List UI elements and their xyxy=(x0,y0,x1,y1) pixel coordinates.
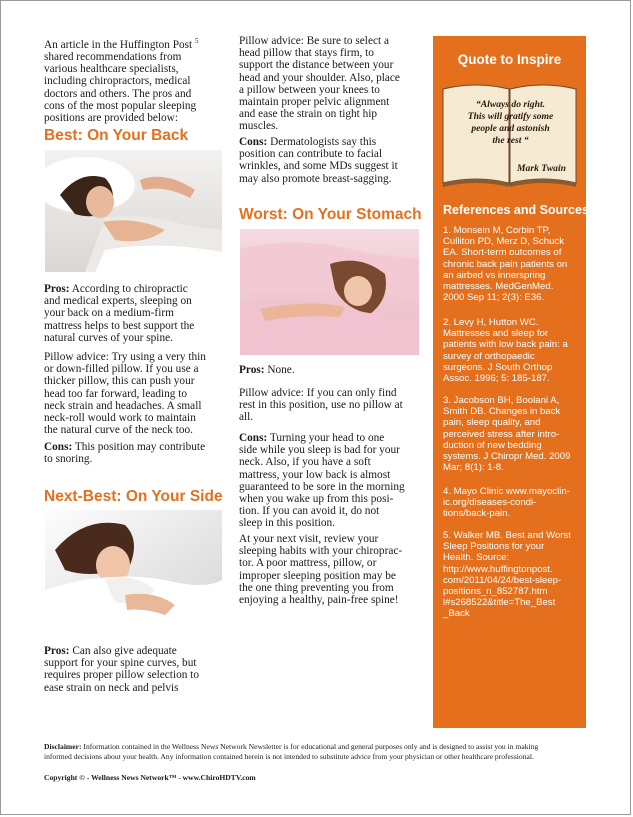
cons-label: Cons: xyxy=(239,136,268,148)
text-line: ease strain on neck and pelvis xyxy=(44,681,179,694)
ref-line: survey of orthopaedic xyxy=(443,350,535,362)
best-pillow-advice xyxy=(44,351,234,436)
ref-line: Culliton PD, Merz D, Schuck xyxy=(443,236,565,248)
ref-line: duction of new bedding xyxy=(443,439,542,451)
text-line: wrinkles, and some MDs suggest it xyxy=(239,160,398,173)
text-line: thicker pillow, this can push your xyxy=(44,375,195,388)
best-cons xyxy=(44,441,234,465)
text-line: mattress helps to best support the xyxy=(44,319,195,332)
text-line: the natural curve of the neck too. xyxy=(44,424,193,437)
closing-paragraph xyxy=(239,533,429,606)
text-line: mattress, your low back is almost xyxy=(239,468,391,481)
ref-line: tions/back-pain. xyxy=(443,508,511,520)
intro-paragraph xyxy=(44,35,229,124)
reference-1 xyxy=(443,225,583,303)
heading-next-best: Next-Best: On Your Side xyxy=(44,488,223,505)
text-line: the one thing preventing you from xyxy=(239,581,394,594)
reference-3 xyxy=(443,395,583,473)
quote-line: “Always do right. xyxy=(475,99,546,110)
next-best-cons xyxy=(239,136,429,185)
ref-line: pain, sleep quality, and xyxy=(443,417,541,429)
disclaimer xyxy=(44,742,589,762)
text-line: neck. Also, if you have a soft xyxy=(239,456,371,469)
ref-line: 3. Jacobson BH, Boolani A, xyxy=(443,395,560,406)
heading-worst: Worst: On Your Stomach xyxy=(239,206,422,223)
text-line: head too far forward, leading to xyxy=(44,387,188,400)
text-line: Pillow advice: If you can only find xyxy=(239,387,397,399)
next-best-pros xyxy=(44,645,234,694)
text-line: and medical experts, sleeping on xyxy=(44,295,192,308)
ref-line: 2. Levy H, Hutton WC. xyxy=(443,317,539,328)
ref-line: perceived stress after intro- xyxy=(443,428,560,440)
text-line: sleep in this position. xyxy=(239,517,336,530)
ref-line: 5. Walker MB. Best and Worst xyxy=(443,530,571,541)
disclaimer-line: informed decisions about your health. Any information contained herein is not intended to substitute advice from your physician or other healthcare professional. xyxy=(44,752,534,761)
text-line: This position may contribute xyxy=(72,441,206,453)
text-line: rest in this position, use no pillow at xyxy=(239,399,403,412)
quote-text xyxy=(453,99,568,147)
text-line: tor. A poor mattress, pillow, or xyxy=(239,557,377,570)
text-line: sleeping habits with your chiroprac- xyxy=(239,545,403,558)
cons-label: Cons: xyxy=(239,432,268,444)
ref-line: http://www.huffingtonpost. xyxy=(443,563,553,575)
text-line: Dermatologists say this xyxy=(267,136,377,148)
reference-4 xyxy=(443,486,583,520)
citation-superscript: 5 xyxy=(195,37,199,45)
text-line: According to chiropractic xyxy=(69,283,188,295)
text-line: Can also give adequate xyxy=(69,645,177,657)
photo-sleeping-on-side xyxy=(45,510,222,632)
text-line: support the distance between your xyxy=(239,59,394,72)
text-line: Pillow advice: Try using a very thin xyxy=(44,351,206,363)
text-line: your back on a medium-firm xyxy=(44,307,174,320)
text-line: At your next visit, review your xyxy=(239,533,379,545)
reference-5 xyxy=(443,530,583,620)
intro-line: positions are provided below: xyxy=(44,111,178,124)
text-line: a pillow between your knees to xyxy=(239,83,380,96)
text-line: side while you sleep is bad for your xyxy=(239,444,400,457)
intro-line: shared recommendations from xyxy=(44,50,182,63)
ref-line: surgeons. J South Orthop xyxy=(443,361,553,373)
text-line: Turning your head to one xyxy=(267,432,385,444)
text-line: neck strain and headaches. A small xyxy=(44,399,202,412)
worst-cons xyxy=(239,432,429,530)
ref-line: an airbed vs innerspring xyxy=(443,269,546,281)
worst-pillow-advice xyxy=(239,387,429,424)
ref-line: chronic back pain patients on xyxy=(443,258,568,270)
disclaimer-label: Disclaimer: xyxy=(44,742,82,751)
ref-line: Assoc. 1996; 5: 185-187. xyxy=(443,373,550,385)
ref-line: EA. Short-term outcomes of xyxy=(443,247,562,259)
ref-line: com/2011/04/24/best-sleep- xyxy=(443,574,562,586)
quote-book xyxy=(441,79,578,191)
text-line: head pillow that stays firm, to xyxy=(239,47,374,60)
ref-line: ic.org/diseases-condi- xyxy=(443,497,537,509)
text-line: tion. If you can avoid it, do not xyxy=(239,505,380,518)
sidebar xyxy=(433,36,594,728)
ref-line: Sleep Positions for your xyxy=(443,541,545,553)
ref-line: 1. Monsein M, Corbin TP, xyxy=(443,225,551,236)
pros-label: Pros: xyxy=(44,645,70,657)
ref-line: 2000 Sep 11; 2(3): E36. xyxy=(443,292,545,304)
text-line: to snoring. xyxy=(44,453,93,466)
text-line: or down-filled pillow. If you use a xyxy=(44,363,199,376)
intro-line: doctors and others. The pros and xyxy=(44,87,192,100)
references-title: References and Sources: xyxy=(443,203,594,217)
photo-sleeping-on-back xyxy=(45,150,222,272)
text-line: and ease the strain on tight hip xyxy=(239,108,378,121)
reference-2 xyxy=(443,317,583,384)
ref-line: 4. Mayo Clinic www.mayoclin- xyxy=(443,486,570,497)
ref-line: systems. J Chiropr Med. 2009 xyxy=(443,451,571,463)
ref-line: Mar; 8(1): 1-8. xyxy=(443,462,504,474)
sidebar-title: Quote to Inspire xyxy=(457,52,562,67)
ref-line: Health. Source: xyxy=(443,552,510,564)
text-line: None. xyxy=(264,364,295,376)
cons-label: Cons: xyxy=(44,441,73,453)
ref-line: mattresses. MedGenMed. xyxy=(443,281,554,293)
quote-line: This will gratify some xyxy=(467,111,554,122)
intro-line: An article in the Huffington Post xyxy=(44,38,193,51)
text-line: improper sleeping position may be xyxy=(239,569,396,582)
text-line: maintain proper pelvic alignment xyxy=(239,96,390,109)
ref-line: _Back xyxy=(443,608,470,620)
ref-line: Smith DB. Changes in back xyxy=(443,406,561,418)
ref-line: patients with low back pain: a xyxy=(443,339,568,351)
text-line: all. xyxy=(239,411,254,424)
text-line: may also promote breast-sagging. xyxy=(239,172,392,185)
copyright: Copyright © - Wellness News Network™ - www.ChiroHDTV.com xyxy=(44,773,256,782)
next-best-pillow-advice xyxy=(239,35,429,133)
ref-line: l#s268522&title=The_Best xyxy=(443,597,556,609)
worst-pros xyxy=(239,364,429,376)
text-line: when you wake up from this posi- xyxy=(239,493,394,506)
quote-line: people and astonish xyxy=(471,123,550,134)
best-pros xyxy=(44,283,234,344)
text-line: requires proper pillow selection to xyxy=(44,669,199,682)
text-line: enjoying a healthy, pain-free spine! xyxy=(239,594,399,607)
text-line: Pillow advice: Be sure to select a xyxy=(239,35,389,47)
pros-label: Pros: xyxy=(239,364,265,376)
disclaimer-line: Information contained in the Wellness News Network Newsletter is for educational and general purposes only and is designed to assist you in making xyxy=(81,742,539,751)
intro-line: various healthcare specialists, xyxy=(44,63,179,76)
intro-line: including chiropractors, medical xyxy=(44,75,191,88)
text-line: head and your shoulder. Also, place xyxy=(239,71,400,84)
text-line: support for your spine curves, but xyxy=(44,657,197,670)
intro-line: cons of the most popular sleeping xyxy=(44,99,197,112)
text-line: muscles. xyxy=(239,120,279,133)
quote-author: Mark Twain xyxy=(517,163,566,174)
text-line: guaranteed to be sore in the morning xyxy=(239,480,405,493)
heading-best: Best: On Your Back xyxy=(44,127,189,144)
text-line: position can contribute to facial xyxy=(239,148,383,161)
pros-label: Pros: xyxy=(44,283,70,295)
photo-sleeping-on-stomach xyxy=(240,229,419,355)
text-line: natural curves of your spine. xyxy=(44,331,173,344)
ref-line: positions_n_852787.htm xyxy=(443,586,548,598)
quote-line: the rest “ xyxy=(492,135,529,146)
ref-line: Mattresses and sleep for xyxy=(443,328,549,340)
text-line: neck-roll would work to maintain xyxy=(44,412,196,425)
